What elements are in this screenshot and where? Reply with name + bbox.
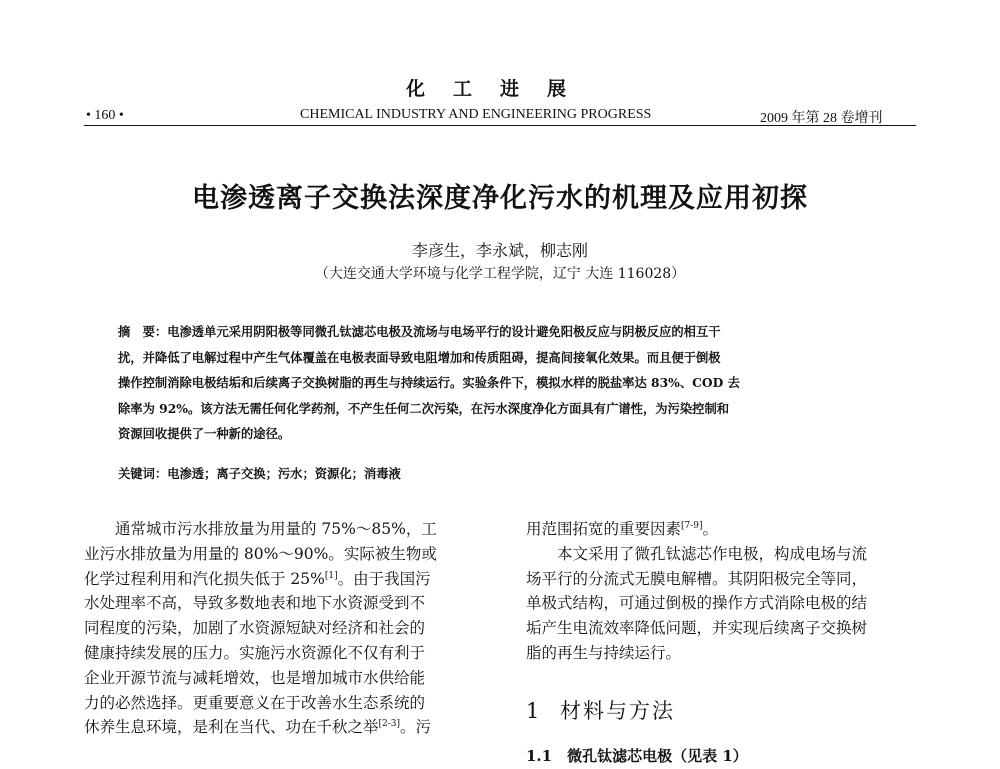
abstract [118,319,898,447]
body-line: 垢产生电流效率降低问题，并实现后续离子交换树 [526,619,868,638]
body-column-left [84,517,494,740]
section-number: 1 [526,699,542,723]
body-text: 。污 [400,718,432,737]
body-line: 单极式结构，可通过倒极的操作方式消除电极的结 [526,594,868,613]
citation: [1] [324,570,338,581]
journal-name-english: CHEMICAL INDUSTRY AND ENGINEERING PROGRESS [300,107,652,122]
body-text: 休养生息环境，是利在当代、功在千秋之举 [84,718,379,737]
body-line: 同程度的污染，加剧了水资源短缺对经济和社会的 [84,619,426,638]
body-column-right [526,517,926,765]
body-line [526,517,926,542]
body-text: 用范围拓宽的重要因素 [526,520,682,538]
journal-name-chinese: 化工进展 [405,78,594,100]
section-heading [526,699,675,724]
paper-authors: 李彦生，李永斌，柳志刚 [411,241,588,260]
citation: [7-9] [681,520,703,531]
body-line [84,567,494,592]
body-line: 脂的再生与持续运行。 [526,643,682,662]
author-affiliation: （大连交通大学环境与化学工程学院，辽宁 大连 116028） [314,266,686,282]
subsection-heading: 1.1 微孔钛滤芯电极（见表 1） [526,747,748,765]
body-line: 业污水排放量为用量的 80%～90%。实际被生物或 [84,544,437,563]
section-title: 材料与方法 [560,699,675,723]
abstract-line: 摘 要：电渗透单元采用阴阳极等同微孔钛滤芯电极及流场与电场平行的设计避免阳极反应与阴极反应的相互干 [118,324,721,339]
body-text: 。 [702,520,719,538]
body-line: 企业开源节流与减耗增效，也是增加城市水供给能 [84,668,426,687]
body-text: 。由于我国污 [337,569,431,588]
body-line: 通常城市污水排放量为用量的 75%～85%，工 [115,520,437,538]
body-line: 水处理率不高，导致多数地表和地下水资源受到不 [84,594,426,613]
abstract-line: 操作控制消除电极结垢和后续离子交换树脂的再生与持续运行。实验条件下，模拟水样的脱盐率达 83%、COD 去 [118,375,740,391]
body-line [84,715,494,740]
abstract-line: 除率为 92%。该方法无需任何化学药剂，不产生任何二次污染，在污水深度净化方面具有广谱性，为污染控制和 [118,400,730,416]
paper-title: 电渗透离子交换法深度净化污水的机理及应用初探 [192,183,808,214]
body-text: 化学过程利用和汽化损失低于 25% [84,569,325,588]
body-line: 健康持续发展的压力。实施污水资源化不仅有利于 [84,643,426,662]
body-line: 场平行的分流式无膜电解槽。其阴阳极完全等同， [526,569,868,588]
citation: [2-3] [378,719,401,730]
header-rule [84,125,916,126]
abstract-line: 资源回收提供了一种新的途径。 [118,426,291,442]
page-number: • 160 • [86,108,124,123]
abstract-line: 扰，并降低了电解过程中产生气体覆盖在电极表面导致电阻增加和传质阻碍，提高间接氧化效果。而且便于倒极 [118,349,721,365]
issue-info: 2009 年第 28 卷增刊 [760,111,883,126]
body-line: 本文采用了微孔钛滤芯作电极，构成电场与流 [557,544,868,563]
body-line: 力的必然选择。更重要意义在于改善水生态系统的 [84,693,426,712]
keywords: 关键词：电渗透；离子交换；污水；资源化；消毒液 [118,466,401,481]
